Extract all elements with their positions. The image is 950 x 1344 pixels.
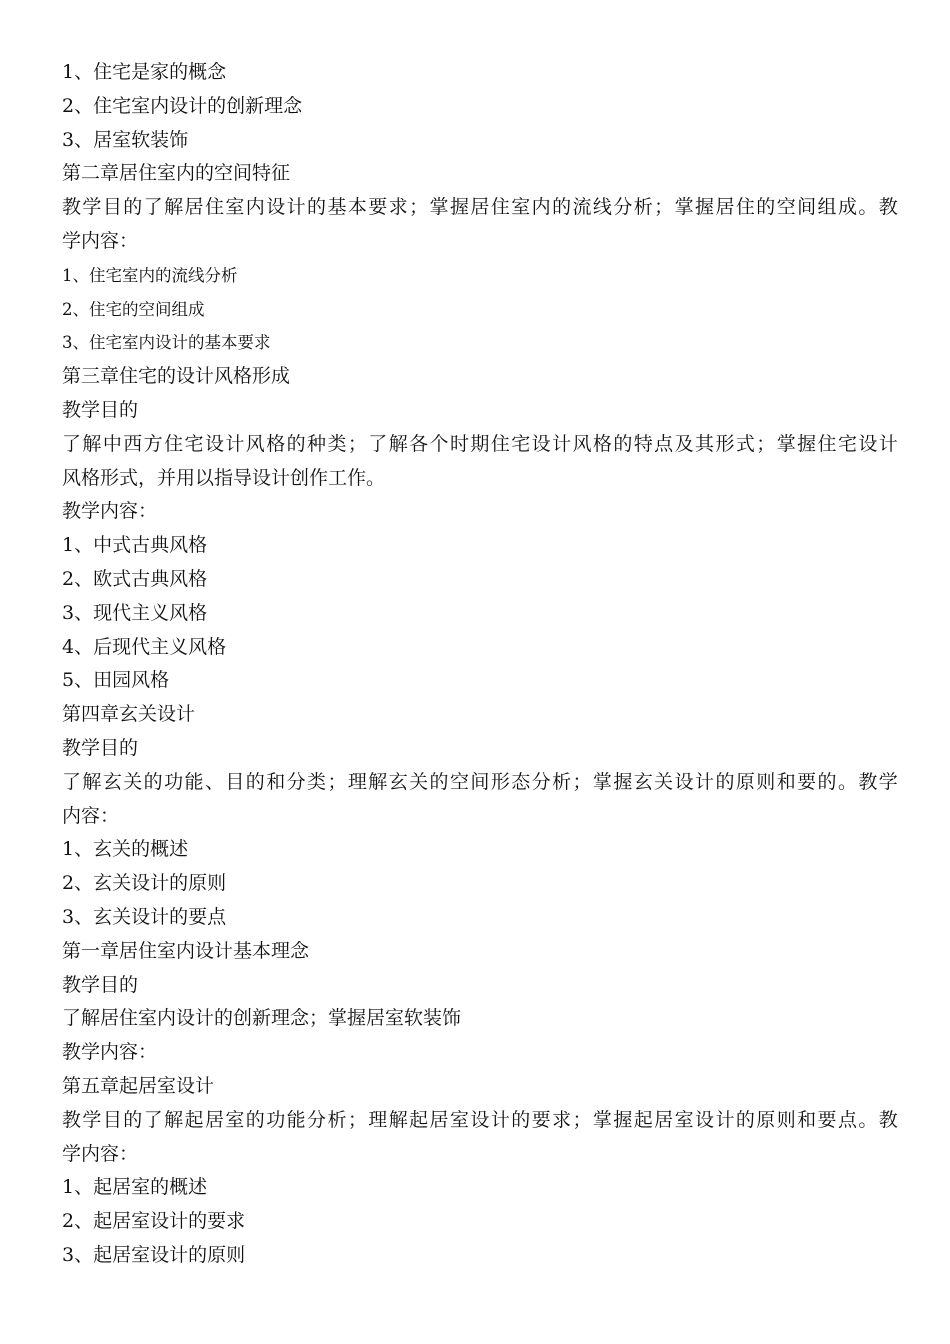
text-line-15: 1、中式古典风格	[62, 534, 208, 557]
text-line-26: 3、玄关设计的要点	[62, 905, 227, 928]
chapter-heading-2: 第二章居住室内的空间特征	[62, 162, 291, 185]
text-line-13: 风格形式，并用以指导设计创作工作。	[62, 466, 386, 489]
text-line-25: 2、玄关设计的原则	[62, 872, 227, 895]
text-line-17: 3、现代主义风格	[62, 601, 208, 624]
text-line-3: 3、居室软装饰	[62, 128, 189, 151]
text-line-23: 内容：	[62, 804, 120, 827]
text-line-36: 3、起居室设计的原则	[62, 1243, 246, 1266]
text-line-1: 1、住宅是家的概念	[62, 61, 227, 83]
text-line-11: 教学目的	[62, 398, 139, 421]
text-line-28: 教学目的	[62, 973, 139, 996]
text-line-24: 1、玄关的概述	[62, 838, 189, 861]
text-line-8: 2、住宅的空间组成	[62, 299, 205, 319]
text-line-29: 了解居住室内设计的创新理念；掌握居室软装饰	[62, 1007, 462, 1030]
text-line-7: 1、住宅室内的流线分析	[62, 265, 238, 285]
text-line-5: 教学目的了解居住室内设计的基本要求；掌握居住室内的流线分析；掌握居住的空间组成。教	[62, 196, 898, 219]
text-line-30: 教学内容：	[62, 1041, 158, 1064]
document-page	[62, 56, 898, 1273]
text-line-2: 2、住宅室内设计的创新理念	[62, 94, 303, 117]
text-line-33: 学内容：	[62, 1142, 139, 1165]
text-line-16: 2、欧式古典风格	[62, 567, 208, 590]
text-line-18: 4、后现代主义风格	[62, 635, 227, 658]
text-line-19: 5、田园风格	[62, 669, 170, 692]
text-line-21: 教学目的	[62, 736, 139, 759]
text-line-32: 教学目的了解起居室的功能分析；理解起居室设计的要求；掌握起居室设计的原则和要点。教	[62, 1108, 898, 1131]
text-line-9: 3、住宅室内设计的基本要求	[62, 333, 271, 353]
text-line-35: 2、起居室设计的要求	[62, 1210, 246, 1233]
text-line-34: 1、起居室的概述	[62, 1176, 208, 1199]
chapter-heading-5: 第五章起居室设计	[62, 1074, 215, 1097]
chapter-heading-1: 第一章居住室内设计基本理念	[62, 939, 310, 962]
chapter-heading-4: 第四章玄关设计	[62, 703, 196, 726]
text-line-6: 学内容：	[62, 229, 139, 252]
text-line-12: 了解中西方住宅设计风格的种类；了解各个时期住宅设计风格的特点及其形式；掌握住宅设计	[62, 432, 898, 455]
text-line-22: 了解玄关的功能、目的和分类；理解玄关的空间形态分析；掌握玄关设计的原则和要的。教学	[62, 770, 898, 793]
text-line-14: 教学内容：	[62, 500, 158, 523]
chapter-heading-3: 第三章住宅的设计风格形成	[62, 365, 291, 388]
